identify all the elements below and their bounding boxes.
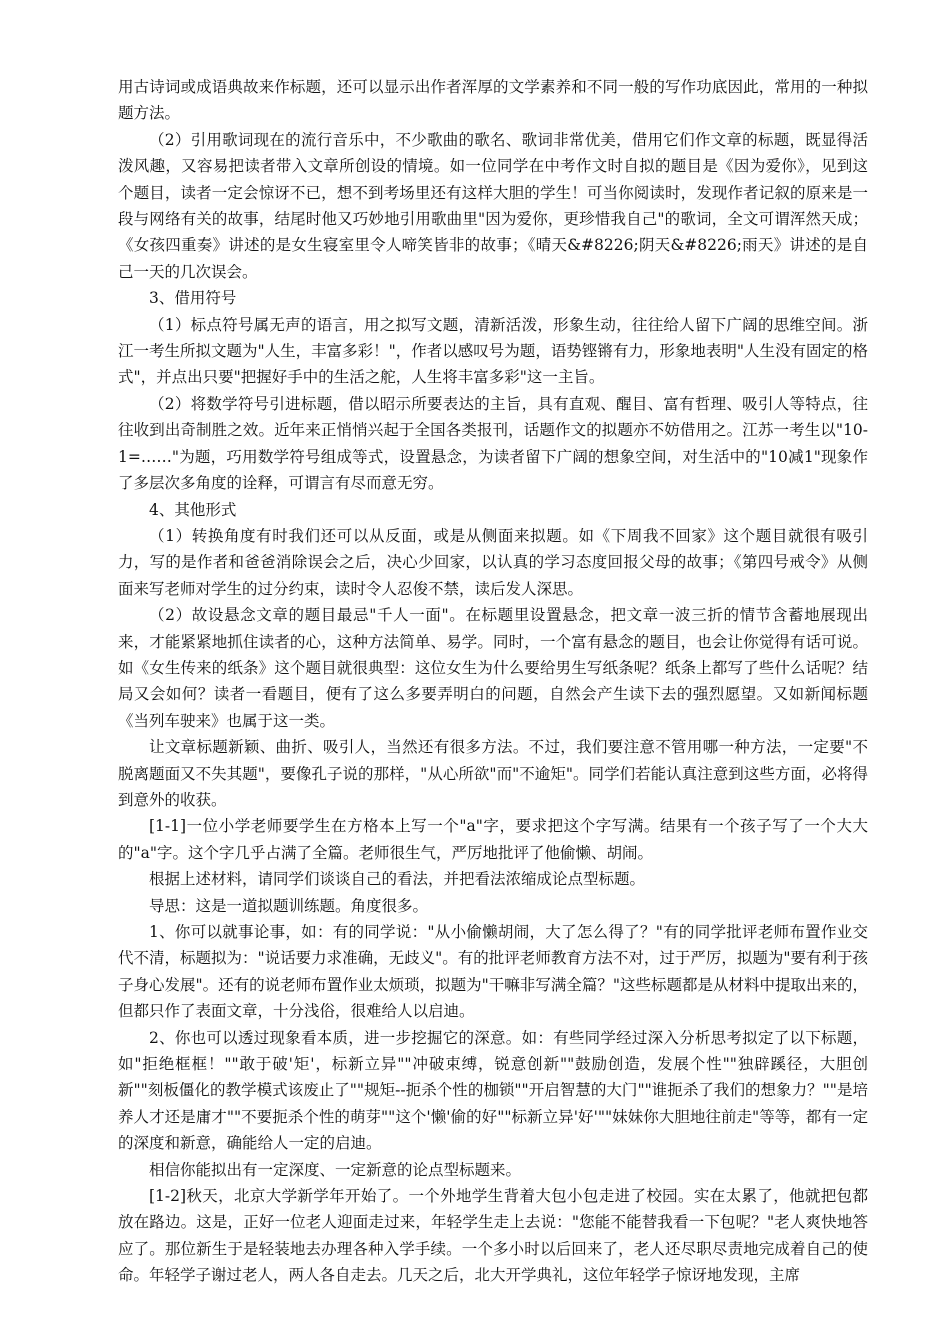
paragraph: [1-2]秋天，北京大学新学年开始了。一个外地学生背着大包小包走进了校园。实在太累了，他就把包都放在路边。这是，正好一位老人迎面走过来，年轻学生走上去说："您能不能替我看一下包呢？"老人爽快地答应了。那位新生于是轻装地去办理各种入学手续。一个多小时以后回来了，老人还尽职尽责地完成着自己的使命。年轻学子谢过老人，两人各自走去。几天之后，北大开学典礼，这位年轻学子惊讶地发现，主席 — [118, 1187, 868, 1285]
paragraph: （2）将数学符号引进标题，借以昭示所要表达的主旨，具有直观、醒目、富有哲理、吸引人等特点，往往收到出奇制胜之效。近年来正悄悄兴起于全国各类报刊，话题作文的拟题亦不妨借用之。江苏一考生以"10-1=……"为题，巧用数学符号组成等式，设置悬念，为读者留下广阔的想象空间，对生活中的"10减1"现象作了多层次多角度的诠释，可谓言有尽而意无穷。 — [118, 394, 868, 493]
paragraph: 根据上述材料，请同学们谈谈自己的看法，并把看法浓缩成论点型标题。 — [149, 870, 646, 889]
paragraph: （1）标点符号属无声的语言，用之拟写文题，清新活泼，形象生动，往往给人留下广阔的思维空间。浙江一考生所拟文题为"人生，丰富多彩！"，作者以感叹号为题，语势铿锵有力，形象地表明"人生没有固定的格式"，并点出只要"把握好手中的生活之舵，人生将丰富多彩"这一主旨。 — [118, 315, 868, 387]
paragraph: （2）故设悬念文章的题目最忌"千人一面"。在标题里设置悬念，把文章一波三折的情节含蓄地展现出来，才能紧紧地抓住读者的心，这种方法简单、易学。同时，一个富有悬念的题目，也会让你觉得有话可说。如《女生传来的纸条》这个题目就很典型：这位女生为什么要给男生写纸条呢？纸条上都写了些什么话呢？结局又会如何？读者一看题目，便有了这么多要弄明白的问题，自然会产生读下去的强烈愿望。又如新闻标题《当列车驶来》也属于这一类。 — [118, 606, 868, 730]
paragraph: 2、你也可以透过现象看本质，进一步挖掘它的深意。如：有些同学经过深入分析思考拟定了以下标题，如"拒绝框框！""敢于破'矩'，标新立异""冲破束缚，锐意创新""鼓励创造，发展个性""独辟蹊径，大胆创新""刻板僵化的教学模式该废止了""规矩--扼杀个性的枷锁""开启智慧的大门""谁扼杀了我们的想象力？""是培养人才还是庸才""不要扼杀个性的萌芽""这个'懒'偷的好""标新立异'好'""妹妹你大胆地往前走"等等，都有一定的深度和新意，确能给人一定的启迪。 — [118, 1028, 868, 1153]
paragraph: 让文章标题新颖、曲折、吸引人，当然还有很多方法。不过，我们要注意不管用哪一种方法，一定要"不脱离题面又不失其题"，要像孔子说的那样，"从心所欲"而"不逾矩"。同学们若能认真注意到这些方面，必将得到意外的收获。 — [118, 738, 868, 809]
paragraph: [1-1]一位小学老师要学生在方格本上写一个"a"字，要求把这个字写满。结果有一个孩子写了一个大大的"a"字。这个字几乎占满了全篇。老师很生气，严厉地批评了他偷懒、胡闹。 — [118, 817, 868, 862]
paragraph: （1）转换角度有时我们还可以从反面，或是从侧面来拟题。如《下周我不回家》这个题目就很有吸引力，写的是作者和爸爸消除误会之后，决心少回家，以认真的学习态度回报父母的故事；《第四号戒令》从侧面来写老师对学生的过分约束，读时令人忍俊不禁，读后发人深思。 — [118, 526, 868, 598]
paragraph: 1、你可以就事论事，如：有的同学说："从小偷懒胡闹，大了怎么得了？"有的同学批评老师布置作业交代不清，标题拟为："说话要力求准确，无歧义"。有的批评老师教育方法不对，过于严厉，拟题为"要有利于孩子身心发展"。还有的说老师布置作业太烦琐，拟题为"干嘛非写满全篇？"这些标题都是从材料中提取出来的，但都只作了表面文章，十分浅俗，很难给人以启迪。 — [118, 923, 868, 1021]
paragraph: 用古诗词或成语典故来作标题，还可以显示出作者浑厚的文学素养和不同一般的写作功底因此，常用的一种拟题方法。 — [118, 78, 868, 123]
paragraph: 导思：这是一道拟题训练题。角度很多。 — [149, 896, 429, 915]
section-heading: 3、借用符号 — [149, 289, 237, 308]
section-heading: 4、其他形式 — [149, 500, 237, 519]
paragraph: （2）引用歌词现在的流行音乐中，不少歌曲的歌名、歌词非常优美，借用它们作文章的标题，既显得活泼风趣，又容易把读者带入文章所创设的情境。如一位同学在中考作文时自拟的题目是《因为爱你》，见到这个题目，读者一定会惊讶不已，想不到考场里还有这样大胆的学生！可当你阅读时，发现作者记叙的原来是一段与网络有关的故事，结尾时他又巧妙地引用歌曲里"因为爱你，更珍惜我自己"的歌词，全文可谓浑然天成；《女孩四重奏》讲述的是女生寝室里令人啼笑皆非的故事；《晴天&#8226;阴天&#8226;雨天》讲述的是自己一天的几次误会。 — [118, 130, 868, 281]
paragraph: 相信你能拟出有一定深度、一定新意的论点型标题来。 — [149, 1160, 522, 1179]
